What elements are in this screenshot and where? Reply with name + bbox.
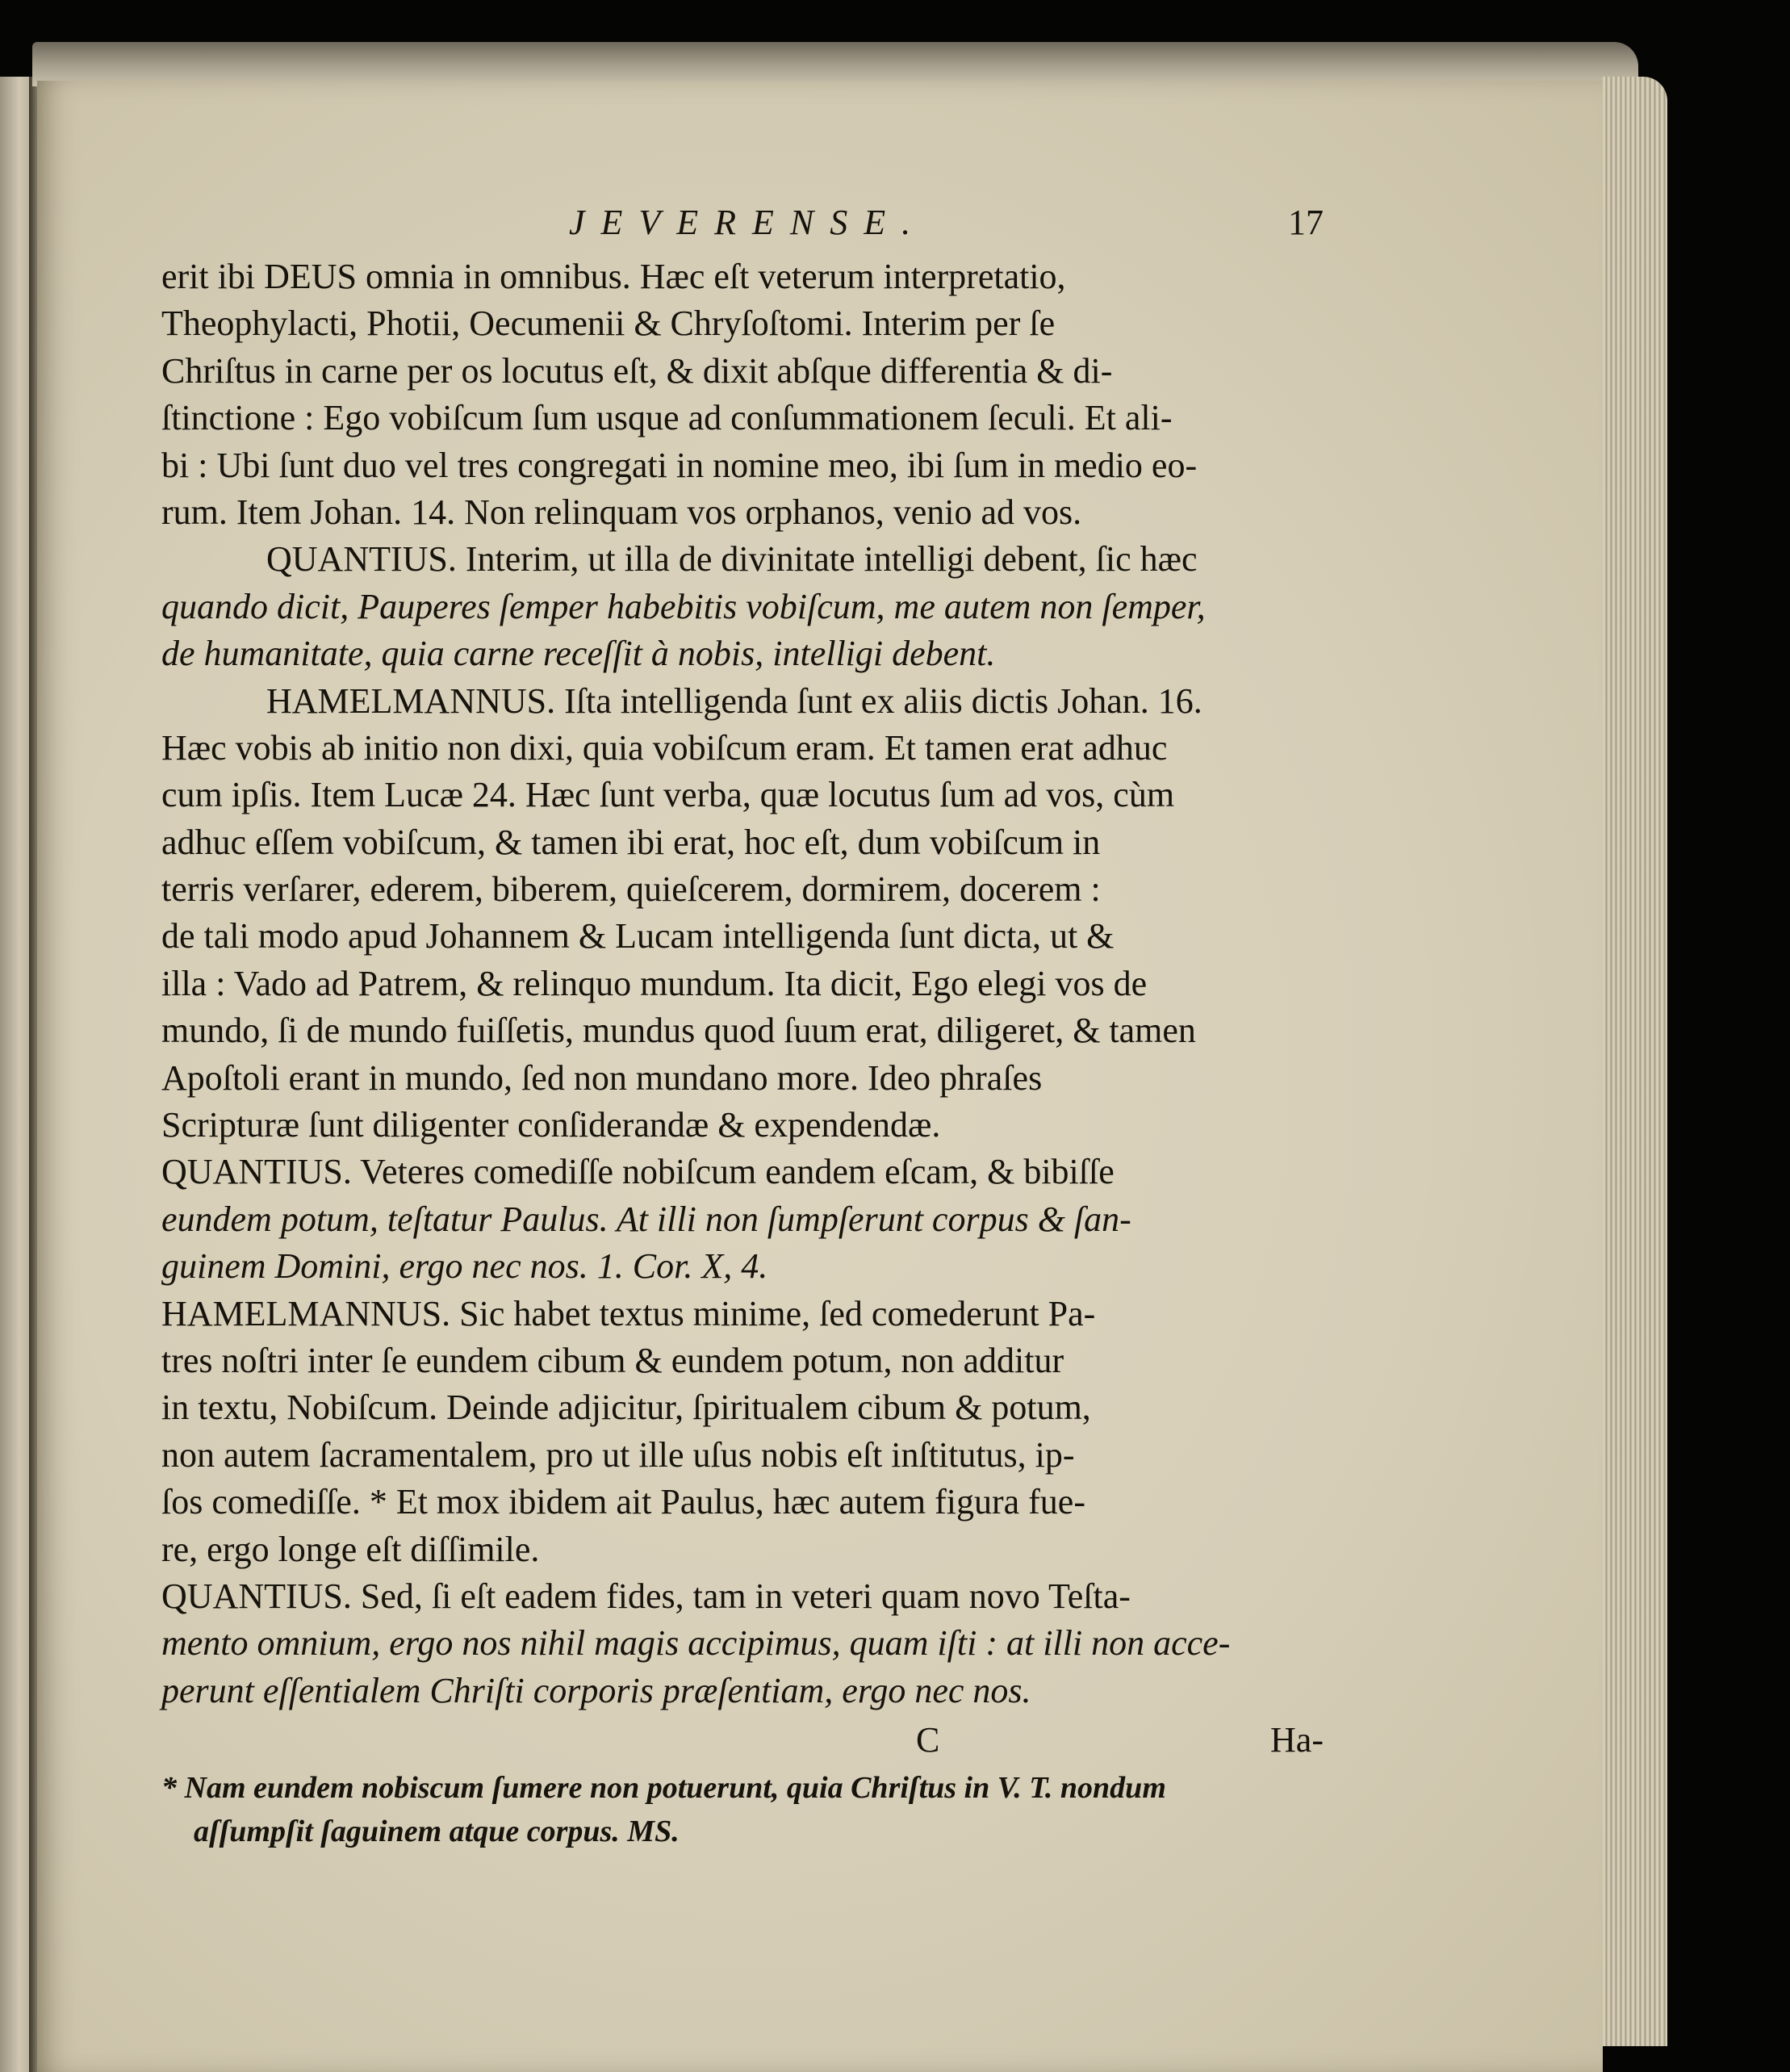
catchword: Ha- (1270, 1720, 1324, 1760)
text-line (161, 1479, 1324, 1526)
text-line-content: illa : Vado ad Patrem, & relinquo mundum. Ita dicit, Ego elegi vos de (161, 963, 1148, 1003)
text-line-content: bi : Ubi ſunt duo vel tres congregati in nomine meo, ibi ſum in medio eo- (161, 445, 1198, 485)
text-line (161, 536, 1324, 583)
page-fore-edge (1603, 77, 1667, 2046)
text-line (161, 1337, 1324, 1384)
running-head-title: JEVERENSE. (569, 203, 927, 242)
text-line (161, 489, 1324, 536)
text-line (161, 1384, 1324, 1431)
text-line-content: de tali modo apud Johannem & Lucam intelligenda ſunt dicta, ut & (161, 916, 1115, 956)
text-line-content: mundo, ſi de mundo fuiſſetis, mundus quod ſuum erat, diligeret, & tamen (161, 1011, 1196, 1051)
text-line (161, 442, 1324, 489)
text-line-content: cum ipſis. Item Lucæ 24. Hæc ſunt verba, quæ locutus ſum ad vos, cùm (161, 775, 1175, 815)
catchwords-line (161, 1714, 1324, 1766)
text-line (161, 1243, 1324, 1290)
text-line (161, 1102, 1324, 1149)
signature-mark: C (916, 1720, 940, 1760)
text-line (161, 819, 1324, 866)
footnote-line-1: * Nam eundem nobiscum ſumere non potuerunt, quia Chriſtus in V. T. nondum (161, 1771, 1166, 1806)
text-line (161, 584, 1324, 630)
text-line (161, 1149, 1324, 1195)
text-line-content: Hæc vobis ab initio non dixi, quia vobiſcum eram. Et tamen erat adhuc (161, 727, 1168, 768)
text-line (161, 1573, 1324, 1620)
text-line-content: re, ergo longe eſt diſſimile. (161, 1529, 540, 1569)
page-top-edge (32, 42, 1638, 86)
text-line-content: guinem Domini, ergo nec nos. 1. Cor. X, 4. (161, 1246, 768, 1287)
text-line (161, 1055, 1324, 1102)
text-line (161, 725, 1324, 772)
text-line-content: adhuc eſſem vobiſcum, & tamen ibi erat, hoc eſt, dum vobiſcum in (161, 822, 1101, 862)
text-line (161, 1432, 1324, 1479)
text-line-content: non autem ſacramentalem, pro ut ille uſus nobis eſt inſtitutus, ip- (161, 1434, 1075, 1475)
text-line-content: HAMELMANNUS. Sic habet textus minime, ſed comederunt Pa- (161, 1293, 1096, 1333)
text-line (161, 1291, 1324, 1337)
text-line (161, 1526, 1324, 1573)
text-line-content: Theophylacti, Photii, Oecumenii & Chryſoſtomi. Interim per ſe (161, 303, 1056, 344)
text-line-content: terris verſarer, ederem, biberem, quieſcerem, dormirem, docerem : (161, 869, 1101, 910)
text-line-content: Chriſtus in carne per os locutus eſt, & dixit abſque differentia & di- (161, 350, 1113, 391)
page-text (161, 202, 1324, 1853)
text-line (161, 772, 1324, 818)
footnote-line-2: aſſumpſit ſaguinem atque corpus. MS. (194, 1815, 680, 1849)
footnote (161, 1766, 1324, 1853)
facing-page-edge (0, 77, 32, 2072)
text-line-content: perunt eſſentialem Chriſti corporis præſentiam, ergo nec nos. (161, 1670, 1031, 1710)
running-head (161, 202, 1324, 250)
text-line-content: HAMELMANNUS. Iſta intelligenda ſunt ex aliis dictis Johan. 16. (266, 680, 1202, 721)
text-line (161, 348, 1324, 395)
text-line-content: QUANTIUS. Veteres comediſſe nobiſcum eandem eſcam, & bibiſſe (161, 1152, 1115, 1192)
text-line-content: de humanitate, quia carne receſſit à nobis, intelligi debent. (161, 634, 996, 674)
text-line (161, 1007, 1324, 1054)
text-line (161, 913, 1324, 960)
page-number: 17 (1288, 203, 1324, 242)
text-line-content: QUANTIUS. Sed, ſi eſt eadem fides, tam in veteri quam novo Teſta- (161, 1576, 1131, 1616)
text-line-content: mento omnium, ergo nos nihil magis accipimus, quam iſti : at illi non acce- (161, 1623, 1231, 1664)
text-line-content: Apoſtoli erant in mundo, ſed non mundano more. Ideo phraſes (161, 1057, 1043, 1098)
text-line (161, 300, 1324, 347)
text-line (161, 678, 1324, 725)
text-line-content: erit ibi DEUS omnia in omnibus. Hæc eſt veterum interpretatio, (161, 257, 1066, 296)
text-line-content: ſos comediſſe. * Et mox ibidem ait Paulus, hæc autem figura fue- (161, 1482, 1085, 1522)
text-line (161, 253, 1324, 300)
body-text (161, 253, 1324, 1714)
text-line-content: eundem potum, teſtatur Paulus. At illi non ſumpſerunt corpus & ſan- (161, 1199, 1131, 1239)
text-line-content: rum. Item Johan. 14. Non relinquam vos orphanos, venio ad vos. (161, 492, 1082, 532)
text-line-content: in textu, Nobiſcum. Deinde adjicitur, ſpiritualem cibum & potum, (161, 1388, 1091, 1428)
text-line (161, 1668, 1324, 1714)
text-line (161, 1620, 1324, 1667)
text-line-content: quando dicit, Pauperes ſemper habebitis vobiſcum, me autem non ſemper, (161, 586, 1206, 626)
text-line (161, 1196, 1324, 1243)
text-line (161, 630, 1324, 677)
text-line-content: ſtinctione : Ego vobiſcum ſum usque ad conſummationem ſeculi. Et ali- (161, 398, 1173, 438)
text-line (161, 395, 1324, 442)
text-line-content: Scripturæ ſunt diligenter conſiderandæ & expendendæ. (161, 1105, 941, 1145)
text-line (161, 961, 1324, 1007)
text-line-content: tres noſtri inter ſe eundem cibum & eundem potum, non additur (161, 1340, 1064, 1380)
text-line-content: QUANTIUS. Interim, ut illa de divinitate intelligi debent, ſic hæc (266, 539, 1198, 580)
text-line (161, 866, 1324, 913)
